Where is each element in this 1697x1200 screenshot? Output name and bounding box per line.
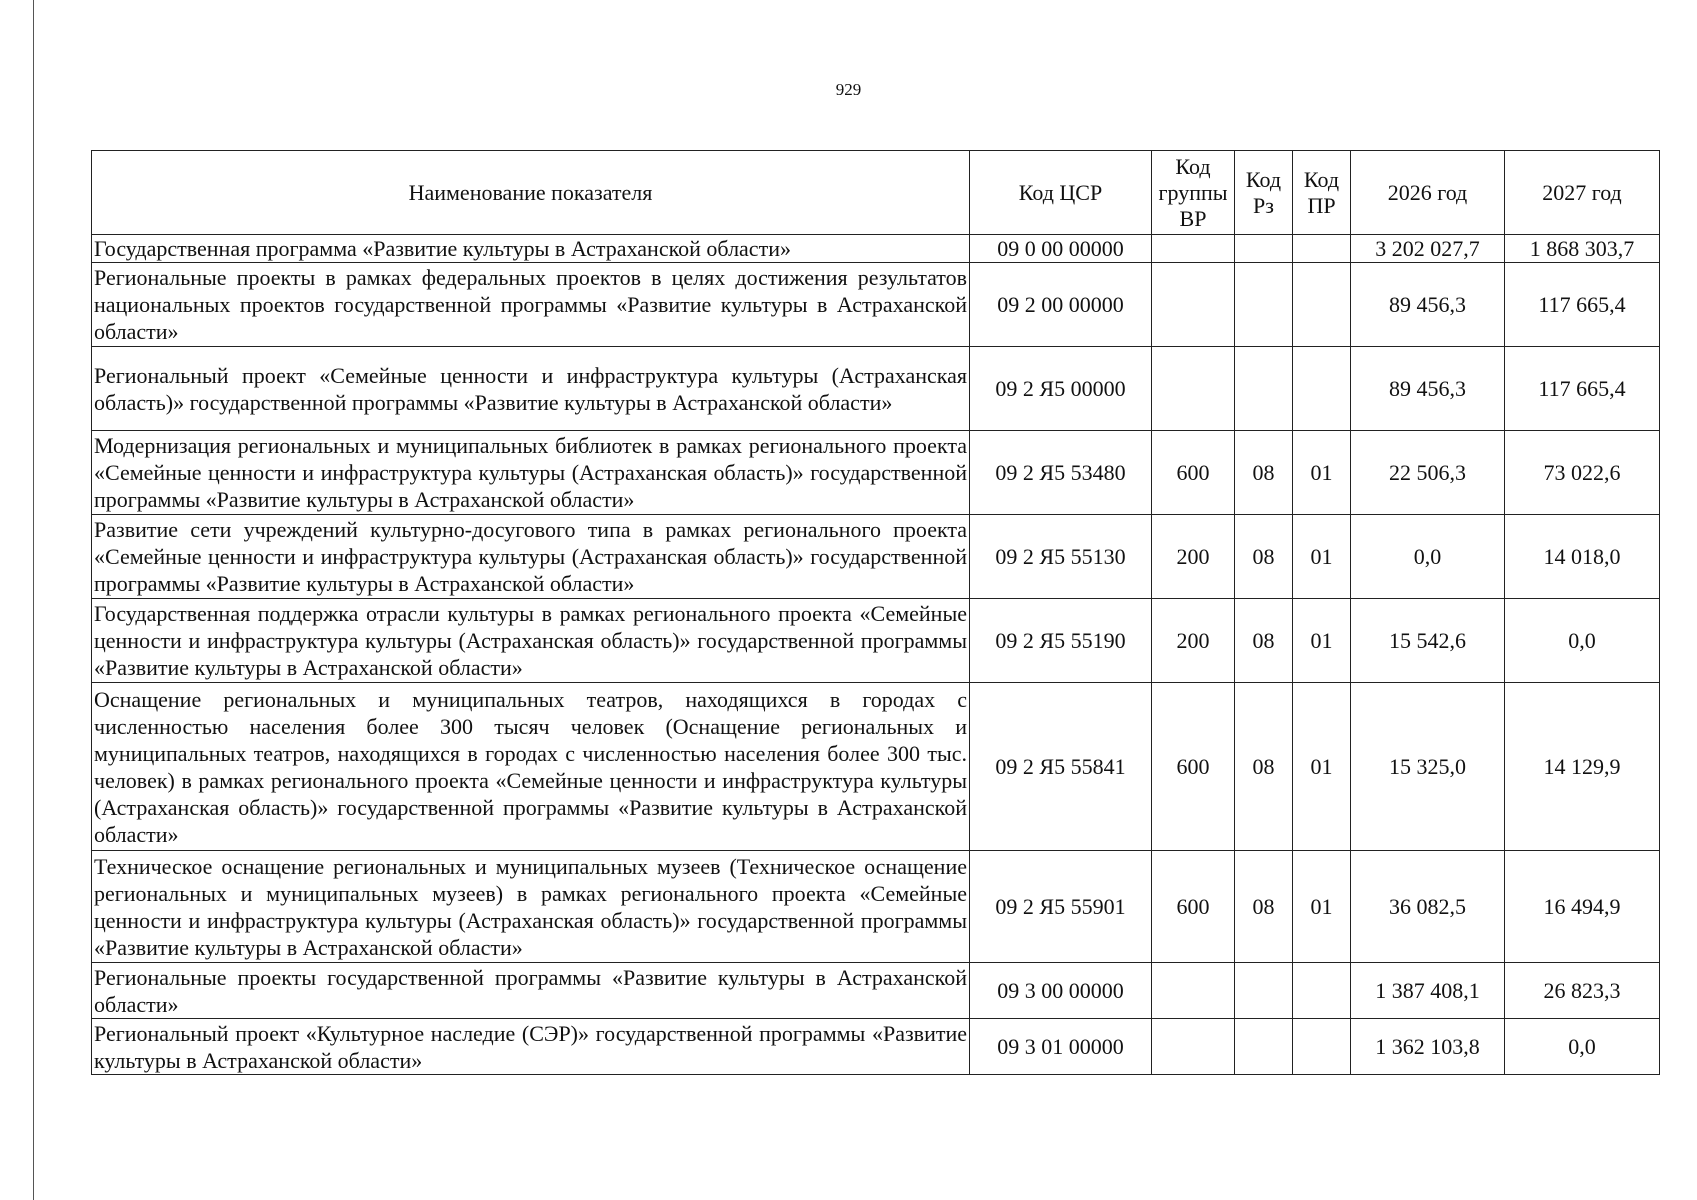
row-name: Государственная программа «Развитие культуры в Астраханской области»: [92, 235, 970, 263]
row-pr: 01: [1293, 851, 1351, 963]
table-row: [92, 963, 1660, 1019]
row-2026: 89 456,3: [1351, 263, 1505, 347]
row-csr: 09 2 Я5 55901: [970, 851, 1152, 963]
row-csr: 09 2 Я5 55130: [970, 515, 1152, 599]
row-vr: [1152, 963, 1235, 1019]
row-rz: 08: [1235, 851, 1293, 963]
row-name: Оснащение региональных и муниципальных театров, находящихся в городах с численностью населения более 300 тысяч человек (Оснащение региональных и муниципальных театров, находящихся в городах с численностью населения более 300 тыс. человек) в рамках регионального проекта «Семейные ценности и инфраструктура культуры (Астраханская область)» государственной программы «Развитие культуры в Астраханской области»: [92, 683, 970, 851]
table-row: [92, 851, 1660, 963]
row-rz: [1235, 263, 1293, 347]
row-2026: 36 082,5: [1351, 851, 1505, 963]
row-2026: 15 325,0: [1351, 683, 1505, 851]
row-2026: 3 202 027,7: [1351, 235, 1505, 263]
header-vr: Код группы ВР: [1152, 151, 1235, 235]
row-name: Региональный проект «Семейные ценности и инфраструктура культуры (Астраханская область)» государственной программы «Развитие культуры в Астраханской области»: [92, 347, 970, 431]
row-2027: 73 022,6: [1505, 431, 1660, 515]
row-2027: 117 665,4: [1505, 347, 1660, 431]
row-csr: 09 0 00 00000: [970, 235, 1152, 263]
row-2027: 14 018,0: [1505, 515, 1660, 599]
row-name: Государственная поддержка отрасли культуры в рамках регионального проекта «Семейные ценности и инфраструктура культуры (Астраханская область)» государственной программы «Развитие культуры в Астраханской области»: [92, 599, 970, 683]
row-vr: 600: [1152, 851, 1235, 963]
row-2027: 0,0: [1505, 1019, 1660, 1075]
left-margin-rule: [33, 0, 34, 1200]
row-2026: 1 387 408,1: [1351, 963, 1505, 1019]
table-header-row: [92, 151, 1660, 235]
row-pr: [1293, 235, 1351, 263]
row-csr: 09 2 Я5 53480: [970, 431, 1152, 515]
table-row: [92, 263, 1660, 347]
row-name: Модернизация региональных и муниципальных библиотек в рамках регионального проекта «Семейные ценности и инфраструктура культуры (Астраханская область)» государственной программы «Развитие культуры в Астраханской области»: [92, 431, 970, 515]
row-2026: 22 506,3: [1351, 431, 1505, 515]
table-row: [92, 347, 1660, 431]
header-pr: Код ПР: [1293, 151, 1351, 235]
row-2026: 89 456,3: [1351, 347, 1505, 431]
row-2027: 0,0: [1505, 599, 1660, 683]
row-name: Региональный проект «Культурное наследие (СЭР)» государственной программы «Развитие культуры в Астраханской области»: [92, 1019, 970, 1075]
row-2027: 16 494,9: [1505, 851, 1660, 963]
row-pr: [1293, 963, 1351, 1019]
row-pr: 01: [1293, 683, 1351, 851]
header-rz: Код Рз: [1235, 151, 1293, 235]
row-pr: 01: [1293, 431, 1351, 515]
row-csr: 09 3 01 00000: [970, 1019, 1152, 1075]
row-csr: 09 2 Я5 55190: [970, 599, 1152, 683]
row-vr: 600: [1152, 683, 1235, 851]
table-row: [92, 431, 1660, 515]
row-pr: [1293, 347, 1351, 431]
row-2027: 117 665,4: [1505, 263, 1660, 347]
row-vr: [1152, 235, 1235, 263]
table-row: [92, 683, 1660, 851]
row-rz: [1235, 1019, 1293, 1075]
row-pr: 01: [1293, 599, 1351, 683]
row-csr: 09 2 Я5 00000: [970, 347, 1152, 431]
header-csr: Код ЦСР: [970, 151, 1152, 235]
row-vr: [1152, 263, 1235, 347]
row-2026: 1 362 103,8: [1351, 1019, 1505, 1075]
budget-table: [91, 150, 1660, 1075]
page-number: 929: [835, 80, 862, 99]
header-2027: 2027 год: [1505, 151, 1660, 235]
row-name: Развитие сети учреждений культурно-досугового типа в рамках регионального проекта «Семейные ценности и инфраструктура культуры (Астраханская область)» государственной программы «Развитие культуры в Астраханской области»: [92, 515, 970, 599]
row-rz: 08: [1235, 431, 1293, 515]
row-rz: 08: [1235, 683, 1293, 851]
table-row: [92, 515, 1660, 599]
table-row: [92, 599, 1660, 683]
row-2027: 14 129,9: [1505, 683, 1660, 851]
row-vr: 600: [1152, 431, 1235, 515]
row-2026: 15 542,6: [1351, 599, 1505, 683]
row-pr: [1293, 263, 1351, 347]
row-vr: [1152, 1019, 1235, 1075]
row-rz: [1235, 963, 1293, 1019]
row-name: Региональные проекты государственной программы «Развитие культуры в Астраханской области»: [92, 963, 970, 1019]
row-rz: 08: [1235, 515, 1293, 599]
row-name: Техническое оснащение региональных и муниципальных музеев (Техническое оснащение региональных и муниципальных музеев) в рамках регионального проекта «Семейные ценности и инфраструктура культуры (Астраханская область)» государственной программы «Развитие культуры в Астраханской области»: [92, 851, 970, 963]
row-rz: [1235, 347, 1293, 431]
row-rz: 08: [1235, 599, 1293, 683]
header-name: Наименование показателя: [92, 151, 970, 235]
row-csr: 09 2 00 00000: [970, 263, 1152, 347]
row-2027: 26 823,3: [1505, 963, 1660, 1019]
row-rz: [1235, 235, 1293, 263]
row-vr: 200: [1152, 515, 1235, 599]
row-pr: 01: [1293, 515, 1351, 599]
row-2026: 0,0: [1351, 515, 1505, 599]
row-name: Региональные проекты в рамках федеральных проектов в целях достижения результатов национальных проектов государственной программы «Развитие культуры в Астраханской области»: [92, 263, 970, 347]
row-vr: 200: [1152, 599, 1235, 683]
header-2026: 2026 год: [1351, 151, 1505, 235]
table-row: [92, 1019, 1660, 1075]
row-csr: 09 2 Я5 55841: [970, 683, 1152, 851]
table-row: [92, 235, 1660, 263]
row-vr: [1152, 347, 1235, 431]
row-2027: 1 868 303,7: [1505, 235, 1660, 263]
row-pr: [1293, 1019, 1351, 1075]
row-csr: 09 3 00 00000: [970, 963, 1152, 1019]
